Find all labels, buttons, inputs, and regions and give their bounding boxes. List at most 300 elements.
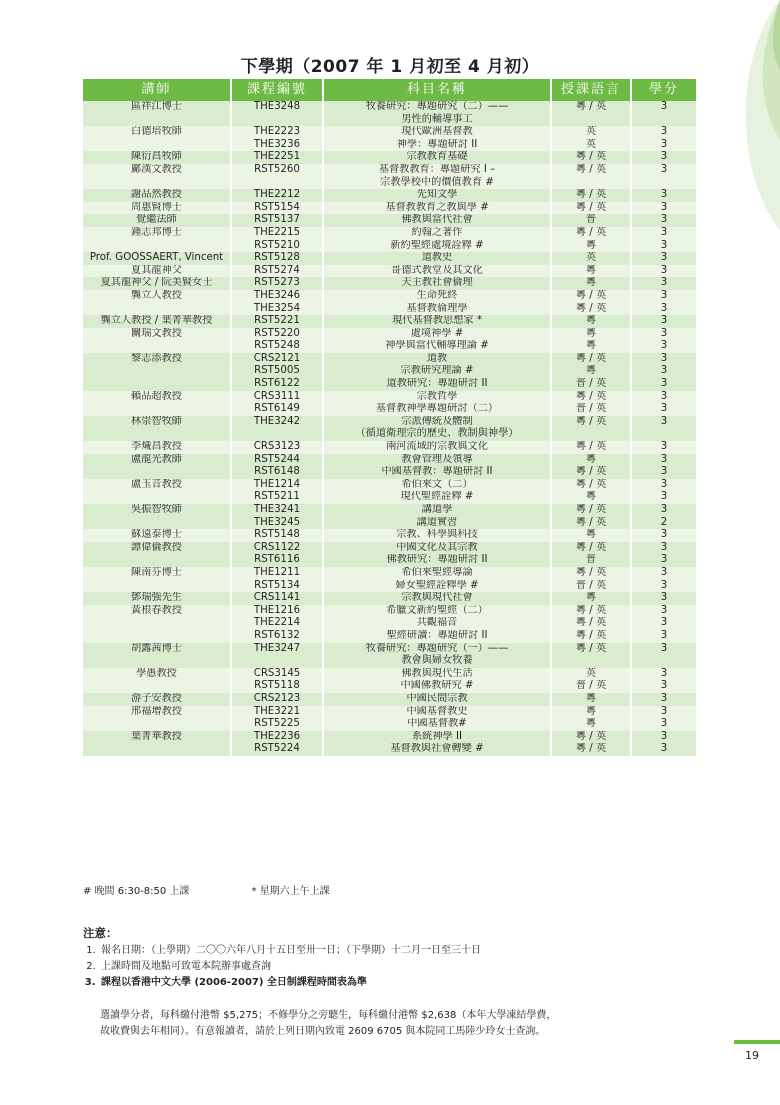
language-cell: 英: [551, 126, 631, 139]
instructor-cell: [83, 240, 231, 253]
language-cell: 普 / 英: [551, 580, 631, 593]
credits-cell: 3: [631, 189, 696, 202]
note-item: 1. 報名日期：（上學期）二〇〇六年八月十五日至卅一日；（下學期）十二月一日至三十日: [99, 943, 481, 959]
language-cell: 粵 / 英: [551, 303, 631, 316]
language-cell: 粵 / 英: [551, 391, 631, 404]
instructor-cell: [83, 340, 231, 353]
language-cell: 粵 / 英: [551, 441, 631, 454]
page-number: 19: [745, 1049, 759, 1062]
fees-line: 選讀學分者，每科繳付港幣 $5,275；不修學分之旁聽生，每科繳付港幣 $2,638（本年大學凍結學費，: [100, 1010, 557, 1021]
language-cell: 粵: [551, 718, 631, 731]
language-cell: 粵: [551, 265, 631, 278]
course-code-cell: RST5273: [231, 277, 323, 290]
table-row: [83, 416, 696, 441]
instructor-cell: 白德培牧師: [83, 126, 231, 139]
table-row: [83, 340, 696, 353]
instructor-cell: [83, 139, 231, 152]
table-row: [83, 491, 696, 504]
course-code-cell: CRS2123: [231, 693, 323, 706]
language-cell: 普: [551, 214, 631, 227]
credits-cell: 3: [631, 139, 696, 152]
credits-cell: 3: [631, 391, 696, 404]
course-code-cell: CRS3123: [231, 441, 323, 454]
course-name-cell: 中國基督教#: [323, 718, 551, 731]
course-code-cell: THE3221: [231, 706, 323, 719]
language-cell: 英: [551, 668, 631, 681]
course-name-cell: 基督教神學專題研討（二）: [323, 403, 551, 416]
course-code-cell: THE3246: [231, 290, 323, 303]
course-code-cell: RST5224: [231, 743, 323, 756]
course-code-cell: RST5248: [231, 340, 323, 353]
course-code-cell: RST5154: [231, 202, 323, 215]
table-row: [83, 227, 696, 240]
table-row: [83, 617, 696, 630]
language-cell: 粵 / 英: [551, 151, 631, 164]
course-code-cell: RST6116: [231, 554, 323, 567]
table-header-row: [83, 79, 696, 101]
language-cell: 粵 / 英: [551, 202, 631, 215]
legend: [83, 882, 330, 897]
instructor-cell: 黃根春教授: [83, 605, 231, 618]
course-code-cell: RST5148: [231, 529, 323, 542]
course-name-cell: 中國基督教史: [323, 706, 551, 719]
table-row: [83, 353, 696, 366]
instructor-cell: 譚偉倫教授: [83, 542, 231, 555]
language-cell: 粵 / 英: [551, 731, 631, 744]
language-cell: 粵 / 英: [551, 416, 631, 441]
course-name-cell: 神學與當代輔導理論 #: [323, 340, 551, 353]
table-row: [83, 315, 696, 328]
instructor-cell: [83, 466, 231, 479]
table-row: [83, 378, 696, 391]
table-row: [83, 517, 696, 530]
credits-cell: 3: [631, 542, 696, 555]
notes-list: [83, 943, 481, 991]
instructor-cell: [83, 718, 231, 731]
notes-section: [83, 925, 481, 991]
table-row: [83, 580, 696, 593]
credits-cell: 3: [631, 454, 696, 467]
credits-cell: 3: [631, 479, 696, 492]
instructor-cell: 陳衍昌牧師: [83, 151, 231, 164]
language-cell: 英: [551, 139, 631, 152]
course-name-cell: 宗派傳統及體制 （循道衛理宗的歷史、教制與神學）: [323, 416, 551, 441]
instructor-cell: 吳振智牧師: [83, 504, 231, 517]
credits-cell: 3: [631, 126, 696, 139]
course-name-cell: 新約聖經處境詮釋 #: [323, 240, 551, 253]
table-row: [83, 630, 696, 643]
instructor-cell: 謝品然教授: [83, 189, 231, 202]
credits-cell: 3: [631, 340, 696, 353]
legend-saturday: * 星期六上午上課: [251, 886, 330, 897]
table-row: [83, 454, 696, 467]
instructor-cell: 邢福增教授: [83, 706, 231, 719]
course-name-cell: 宗教教育基礎: [323, 151, 551, 164]
table-row: [83, 718, 696, 731]
table-row: [83, 240, 696, 253]
course-name-cell: 教會管理及領導: [323, 454, 551, 467]
course-name-cell: 講道實習: [323, 517, 551, 530]
credits-cell: 3: [631, 265, 696, 278]
instructor-cell: 關瑞文教授: [83, 328, 231, 341]
credits-cell: 3: [631, 202, 696, 215]
course-code-cell: CRS3111: [231, 391, 323, 404]
course-code-cell: THE2223: [231, 126, 323, 139]
course-name-cell: 宗教研究理論 #: [323, 365, 551, 378]
instructor-cell: [83, 303, 231, 316]
table-row: [83, 139, 696, 152]
header-instructor: 講師: [83, 79, 231, 101]
page-number-rule: [734, 1040, 780, 1044]
language-cell: 普: [551, 554, 631, 567]
course-name-cell: 希伯來聖經導論: [323, 567, 551, 580]
course-code-cell: THE2214: [231, 617, 323, 630]
course-name-cell: 現代歐洲基督教: [323, 126, 551, 139]
language-cell: 粵 / 英: [551, 164, 631, 189]
instructor-cell: 區祥江博士: [83, 101, 231, 126]
course-code-cell: THE2236: [231, 731, 323, 744]
language-cell: 普 / 英: [551, 680, 631, 693]
instructor-cell: [83, 743, 231, 756]
course-name-cell: 講道學: [323, 504, 551, 517]
credits-cell: 3: [631, 227, 696, 240]
course-code-cell: RST5260: [231, 164, 323, 189]
language-cell: 粵 / 英: [551, 542, 631, 555]
course-code-cell: RST5137: [231, 214, 323, 227]
course-name-cell: 宗教哲學: [323, 391, 551, 404]
instructor-cell: 盧龍光教師: [83, 454, 231, 467]
language-cell: 粵 / 英: [551, 567, 631, 580]
credits-cell: 3: [631, 403, 696, 416]
credits-cell: 3: [631, 504, 696, 517]
instructor-cell: [83, 365, 231, 378]
table-row: [83, 731, 696, 744]
credits-cell: 3: [631, 240, 696, 253]
language-cell: 粵: [551, 529, 631, 542]
table-row: [83, 252, 696, 265]
instructor-cell: 鍾志邦博士: [83, 227, 231, 240]
course-name-cell: 牧養研究：專題研究（二）—— 男性的輔導事工: [323, 101, 551, 126]
course-code-cell: RST6148: [231, 466, 323, 479]
table-row: [83, 743, 696, 756]
credits-cell: 3: [631, 315, 696, 328]
language-cell: 粵: [551, 491, 631, 504]
table-row: [83, 554, 696, 567]
credits-cell: 3: [631, 718, 696, 731]
credits-cell: 3: [631, 252, 696, 265]
instructor-cell: [83, 580, 231, 593]
course-code-cell: CRS2121: [231, 353, 323, 366]
course-code-cell: THE3254: [231, 303, 323, 316]
course-name-cell: 現代聖經詮釋 #: [323, 491, 551, 504]
credits-cell: 2: [631, 517, 696, 530]
instructor-cell: 夏其龍神父 / 阮美賢女士: [83, 277, 231, 290]
course-name-cell: 基督教教育之教與學 #: [323, 202, 551, 215]
instructor-cell: 胡露茜博士: [83, 643, 231, 668]
table-row: [83, 592, 696, 605]
header-course-name: 科目名稱: [323, 79, 551, 101]
credits-cell: 3: [631, 529, 696, 542]
course-code-cell: THE1216: [231, 605, 323, 618]
course-name-cell: 天主教社會倫理: [323, 277, 551, 290]
course-code-cell: THE3242: [231, 416, 323, 441]
table-row: [83, 101, 696, 126]
course-name-cell: 聖經研讀：專題研討 II: [323, 630, 551, 643]
language-cell: 粵 / 英: [551, 101, 631, 126]
language-cell: 粵: [551, 328, 631, 341]
table-row: [83, 504, 696, 517]
table-row: [83, 441, 696, 454]
table-row: [83, 668, 696, 681]
credits-cell: 3: [631, 592, 696, 605]
course-name-cell: 哥德式教堂及其文化: [323, 265, 551, 278]
table-row: [83, 265, 696, 278]
instructor-cell: [83, 491, 231, 504]
table-row: [83, 126, 696, 139]
instructor-cell: 龔立人教授: [83, 290, 231, 303]
note-item: 2. 上課時間及地點可致電本院辦事處查詢: [99, 959, 481, 975]
credits-cell: 3: [631, 378, 696, 391]
credits-cell: 3: [631, 466, 696, 479]
language-cell: 粵: [551, 277, 631, 290]
credits-cell: 3: [631, 441, 696, 454]
language-cell: 粵 / 英: [551, 605, 631, 618]
course-code-cell: RST5118: [231, 680, 323, 693]
credits-cell: 3: [631, 328, 696, 341]
course-name-cell: 基督教倫理學: [323, 303, 551, 316]
table-body: [83, 101, 696, 756]
course-code-cell: RST6132: [231, 630, 323, 643]
credits-cell: 3: [631, 693, 696, 706]
table-row: [83, 466, 696, 479]
course-name-cell: 神學：專題研討 II: [323, 139, 551, 152]
course-code-cell: RST5005: [231, 365, 323, 378]
credits-cell: 3: [631, 101, 696, 126]
course-code-cell: RST5134: [231, 580, 323, 593]
course-code-cell: CRS1122: [231, 542, 323, 555]
table-row: [83, 365, 696, 378]
course-code-cell: THE2212: [231, 189, 323, 202]
instructor-cell: 鄧瑞強先生: [83, 592, 231, 605]
language-cell: 粵 / 英: [551, 630, 631, 643]
instructor-cell: 盧玉音教授: [83, 479, 231, 492]
instructor-cell: [83, 517, 231, 530]
course-name-cell: 佛教研究：專題研討 II: [323, 554, 551, 567]
language-cell: 粵 / 英: [551, 353, 631, 366]
credits-cell: 3: [631, 277, 696, 290]
course-name-cell: 牧養研究：專題研究（一）—— 教會與婦女牧養: [323, 643, 551, 668]
table-row: [83, 290, 696, 303]
notes-title: 注意：: [83, 926, 118, 940]
table-row: [83, 391, 696, 404]
course-name-cell: 中國民間宗教: [323, 693, 551, 706]
instructor-cell: 鄺漢文教授: [83, 164, 231, 189]
credits-cell: 3: [631, 554, 696, 567]
language-cell: 粵: [551, 693, 631, 706]
language-cell: 粵 / 英: [551, 189, 631, 202]
course-name-cell: 生命死終: [323, 290, 551, 303]
course-code-cell: RST5221: [231, 315, 323, 328]
course-code-cell: THE3247: [231, 643, 323, 668]
course-code-cell: RST5220: [231, 328, 323, 341]
table-row: [83, 214, 696, 227]
language-cell: 粵: [551, 340, 631, 353]
instructor-cell: [83, 617, 231, 630]
course-name-cell: 中國佛教研究 #: [323, 680, 551, 693]
credits-cell: 3: [631, 290, 696, 303]
course-code-cell: RST5274: [231, 265, 323, 278]
instructor-cell: 蘇遠泰博士: [83, 529, 231, 542]
credits-cell: 3: [631, 567, 696, 580]
course-name-cell: 現代基督教思想家 *: [323, 315, 551, 328]
language-cell: 粵 / 英: [551, 504, 631, 517]
course-code-cell: THE2251: [231, 151, 323, 164]
table-row: [83, 693, 696, 706]
instructor-cell: 陳南芬博士: [83, 567, 231, 580]
course-name-cell: 道教: [323, 353, 551, 366]
language-cell: 粵: [551, 454, 631, 467]
course-name-cell: 道教研究：專題研討 II: [323, 378, 551, 391]
course-name-cell: 宗教、科學與科技: [323, 529, 551, 542]
language-cell: 粵 / 英: [551, 643, 631, 668]
language-cell: 粵 / 英: [551, 617, 631, 630]
table-row: [83, 328, 696, 341]
language-cell: 粵 / 英: [551, 227, 631, 240]
course-name-cell: 基督教教育：專題研究 I – 宗教學校中的價值教育 #: [323, 164, 551, 189]
instructor-cell: [83, 680, 231, 693]
language-cell: 粵 / 英: [551, 743, 631, 756]
course-name-cell: 佛教與現代生活: [323, 668, 551, 681]
instructor-cell: [83, 378, 231, 391]
course-code-cell: THE1211: [231, 567, 323, 580]
credits-cell: 3: [631, 416, 696, 441]
course-name-cell: 處境神學 #: [323, 328, 551, 341]
table-row: [83, 202, 696, 215]
course-code-cell: RST5210: [231, 240, 323, 253]
header-credits: 學分: [631, 79, 696, 101]
language-cell: 粵 / 英: [551, 517, 631, 530]
course-code-cell: THE3236: [231, 139, 323, 152]
course-code-cell: THE1214: [231, 479, 323, 492]
course-name-cell: 中國文化及其宗教: [323, 542, 551, 555]
table-row: [83, 303, 696, 316]
table-row: [83, 403, 696, 416]
credits-cell: 3: [631, 164, 696, 189]
language-cell: 粵 / 英: [551, 466, 631, 479]
credits-cell: 3: [631, 731, 696, 744]
credits-cell: 3: [631, 214, 696, 227]
language-cell: 普 / 英: [551, 403, 631, 416]
instructor-cell: 黎志添教授: [83, 353, 231, 366]
table-row: [83, 706, 696, 719]
course-code-cell: RST5128: [231, 252, 323, 265]
language-cell: 粵: [551, 240, 631, 253]
credits-cell: 3: [631, 491, 696, 504]
course-code-cell: RST6122: [231, 378, 323, 391]
instructor-cell: 李熾昌教授: [83, 441, 231, 454]
credits-cell: 3: [631, 365, 696, 378]
course-name-cell: 共觀福音: [323, 617, 551, 630]
credits-cell: 3: [631, 668, 696, 681]
legend-evening: # 晚間 6:30-8:50 上課: [83, 886, 190, 897]
language-cell: 粵: [551, 706, 631, 719]
course-name-cell: 系統神學 II: [323, 731, 551, 744]
table-row: [83, 643, 696, 668]
credits-cell: 3: [631, 643, 696, 668]
table-row: [83, 479, 696, 492]
course-schedule-table: [83, 79, 696, 756]
table-row: [83, 529, 696, 542]
table-row: [83, 605, 696, 618]
credits-cell: 3: [631, 605, 696, 618]
course-code-cell: CRS3145: [231, 668, 323, 681]
header-language: 授課語言: [551, 79, 631, 101]
credits-cell: 3: [631, 151, 696, 164]
credits-cell: 3: [631, 303, 696, 316]
language-cell: 普 / 英: [551, 378, 631, 391]
instructor-cell: [83, 554, 231, 567]
language-cell: 英: [551, 252, 631, 265]
instructor-cell: 葉菁華教授: [83, 731, 231, 744]
instructor-cell: 學愚教授: [83, 668, 231, 681]
credits-cell: 3: [631, 680, 696, 693]
course-name-cell: 宗教與現代社會: [323, 592, 551, 605]
instructor-cell: 林崇智牧師: [83, 416, 231, 441]
course-code-cell: RST5244: [231, 454, 323, 467]
instructor-cell: 夏其龍神父: [83, 265, 231, 278]
table-row: [83, 164, 696, 189]
course-name-cell: 希臘文新約聖經（二）: [323, 605, 551, 618]
credits-cell: 3: [631, 743, 696, 756]
course-name-cell: 基督教與社會轉變 #: [323, 743, 551, 756]
credits-cell: 3: [631, 580, 696, 593]
language-cell: 粵 / 英: [551, 479, 631, 492]
course-name-cell: 中國基督教：專題研討 II: [323, 466, 551, 479]
table-row: [83, 680, 696, 693]
instructor-cell: 覺繼法師: [83, 214, 231, 227]
instructor-cell: Prof. GOOSSAERT, Vincent: [83, 252, 231, 265]
credits-cell: 3: [631, 630, 696, 643]
note-item: 3. 課程以香港中文大學 (2006-2007) 全日制課程時間表為準: [99, 975, 481, 991]
course-code-cell: RST6149: [231, 403, 323, 416]
table-row: [83, 151, 696, 164]
course-code-cell: RST5211: [231, 491, 323, 504]
credits-cell: 3: [631, 353, 696, 366]
course-name-cell: 先知文學: [323, 189, 551, 202]
fees-line: 故收費與去年相同）。有意報讀者，請於上列日期內致電 2609 6705 與本院同工馬陸少玲女士查詢。: [100, 1026, 546, 1037]
language-cell: 粵 / 英: [551, 290, 631, 303]
course-code-cell: THE3248: [231, 101, 323, 126]
language-cell: 粵: [551, 365, 631, 378]
header-course-code: 課程編號: [231, 79, 323, 101]
table-row: [83, 542, 696, 555]
credits-cell: 3: [631, 706, 696, 719]
instructor-cell: 游子安教授: [83, 693, 231, 706]
course-name-cell: 道教史: [323, 252, 551, 265]
page-title: 下學期（2007 年 1 月初至 4 月初）: [240, 57, 540, 77]
instructor-cell: [83, 403, 231, 416]
table-row: [83, 277, 696, 290]
course-code-cell: CRS1141: [231, 592, 323, 605]
course-name-cell: 佛教與當代社會: [323, 214, 551, 227]
instructor-cell: 龔立人教授 / 葉菁華教授: [83, 315, 231, 328]
course-name-cell: 希伯來文（二）: [323, 479, 551, 492]
instructor-cell: [83, 630, 231, 643]
course-code-cell: THE3245: [231, 517, 323, 530]
course-name-cell: 約翰之著作: [323, 227, 551, 240]
course-name-cell: 兩河流域的宗教與文化: [323, 441, 551, 454]
table-row: [83, 189, 696, 202]
